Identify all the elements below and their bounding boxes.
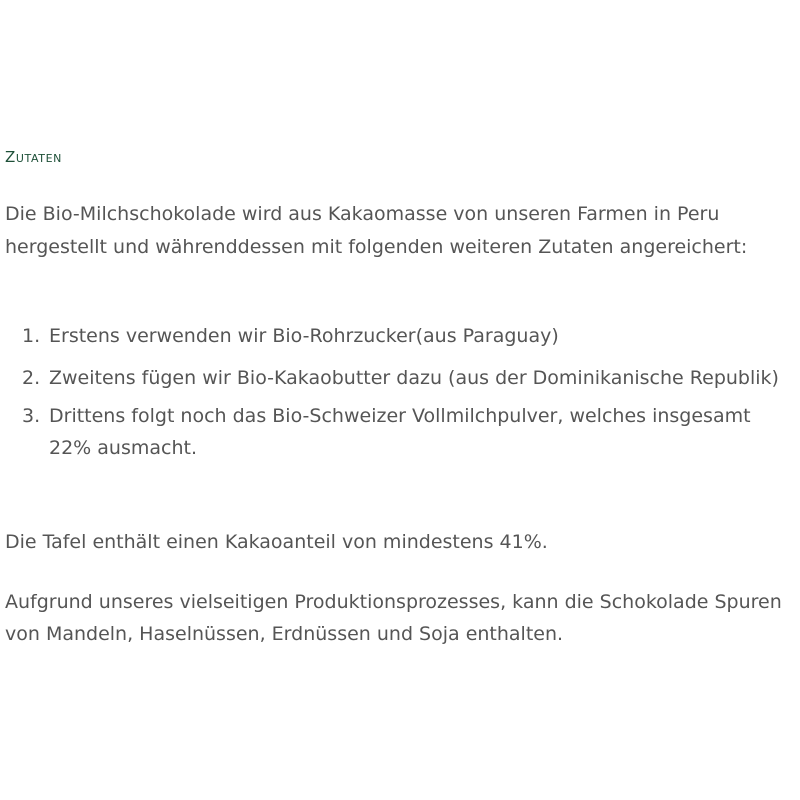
- list-item-text: Zweitens fügen wir Bio-Kakaobutter dazu (aus der Dominikanische Republik): [49, 367, 779, 389]
- list-item-text: Drittens folgt noch das Bio-Schweizer Vollmilchpulver, welches insgesamt 22% ausmacht.: [49, 405, 751, 459]
- list-item: [22, 362, 782, 394]
- list-item-number: 2.: [22, 367, 41, 389]
- ingredient-list: [22, 320, 782, 474]
- list-item-number: 3.: [22, 405, 41, 427]
- section-heading: Zutaten: [5, 148, 62, 166]
- list-item: [22, 320, 782, 352]
- list-item-number: 1.: [22, 325, 41, 347]
- cocoa-content-paragraph: Die Tafel enthält einen Kakaoanteil von mindestens 41%.: [5, 531, 548, 553]
- allergen-paragraph: Aufgrund unseres vielseitigen Produktionsprozesses, kann die Schokolade Spuren von Mandeln, Haselnüssen, Erdnüssen und Soja enthalten.: [5, 591, 782, 645]
- list-item-text: Erstens verwenden wir Bio-Rohrzucker(aus Paraguay): [49, 325, 559, 347]
- intro-paragraph: Die Bio-Milchschokolade wird aus Kakaomasse von unseren Farmen in Peru hergestellt und währenddessen mit folgenden weiteren Zutaten angereichert:: [5, 203, 748, 258]
- list-item: [22, 400, 782, 464]
